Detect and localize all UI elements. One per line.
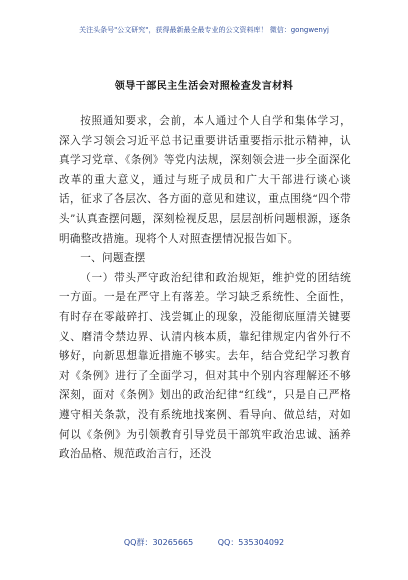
qq-number-label: QQ：535304092 [217, 538, 285, 547]
contact-footer [0, 537, 408, 548]
qq-group-label: QQ群：30265665 [123, 538, 194, 547]
document-body [59, 112, 351, 465]
paragraph-intro: 按照通知要求，会前，本人通过个人自学和集体学习，深入学习领会习近平总书记重要讲话重要指示批示精神，认真学习党章、《条例》等党内法规，深刻领会进一步全面深化改革的重大意义，通过与班子成员和广大干部进行谈心谈话，征求了各层次、各方面的意见和建议，重点围绕“四个带头”认真查摆问题，深刻检视反思，层层剖析问题根源，逐条明确整改措施。现将个人对照查摆情况报告如下。 [59, 115, 351, 245]
promo-banner: 关注头条号"公文研究"，获得最新最全最专业的公文资料库！ 微信：gongwenyj [79, 26, 329, 34]
paragraph-problem-1: （一）带头严守政治纪律和政治规矩，维护党的团结统一方面。一是在严守上有落差。学习缺乏系统性、全面性，有时存在零敲碎打、浅尝辄止的现象，没能彻底厘清关键要义、磨清令禁边界、认清内核本质，靠纪律规定内省外行不够好，向新思想靠近措施不够实。去年，结合党纪学习教育对《条例》进行了全面学习，但对其中个别内容理解还不够深刻，面对《条例》划出的政治纪律“红线”，只是自己严格遵守相关条款，没有系统地找案例、看导向、做总结，对如何以《条例》为引领教育引导党员干部筑牢政治忠诚、涵养政治品格、规范政治言行，还没 [59, 271, 351, 461]
document-title: 领导干部民主生活会对照检查发言材料 [114, 81, 294, 92]
section-heading-problems: 一、问题查摆 [80, 252, 146, 265]
